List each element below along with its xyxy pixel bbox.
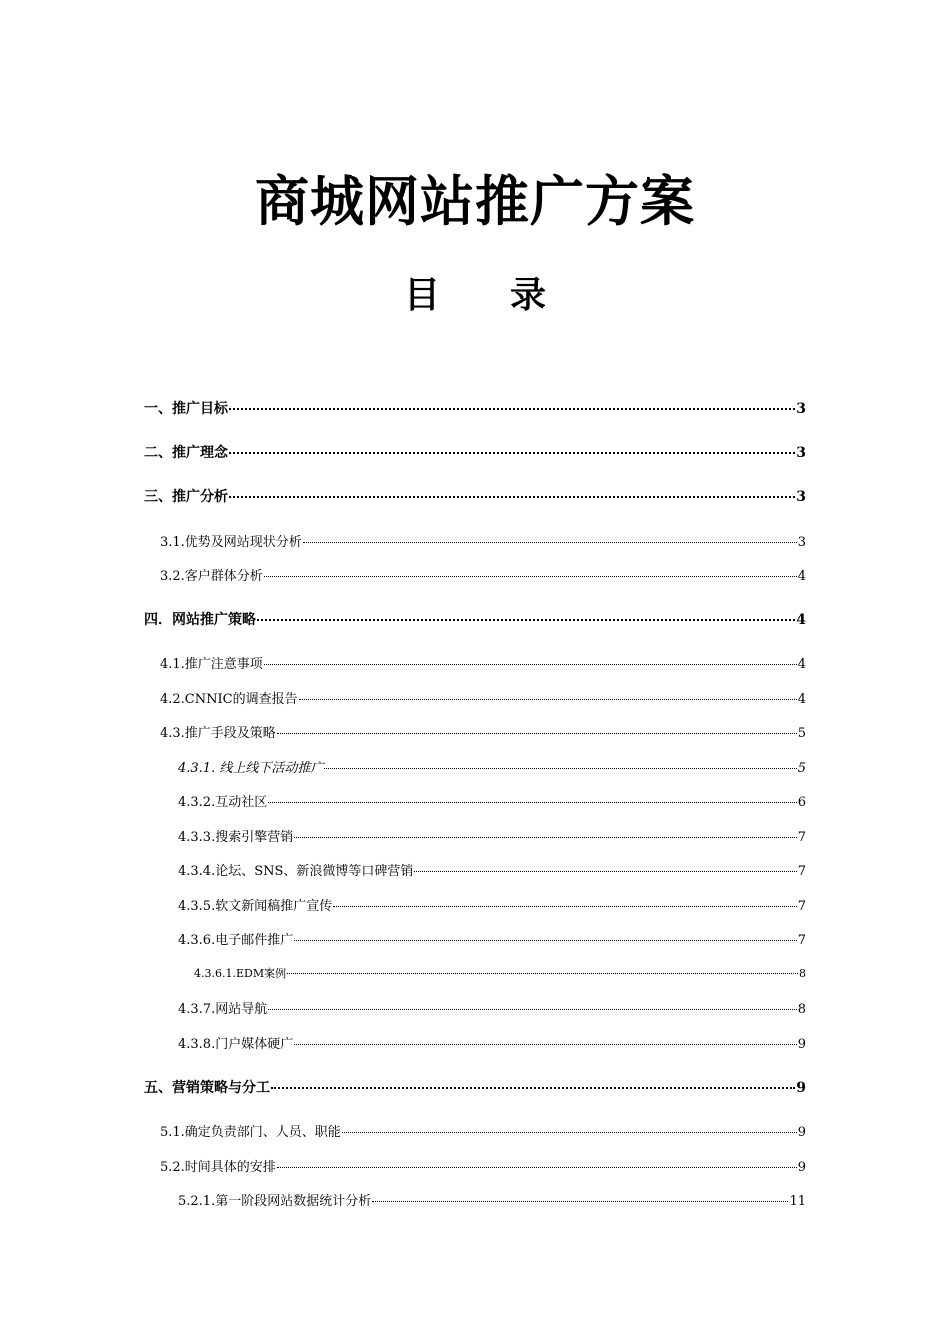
toc-entry[interactable] [160,1121,806,1140]
toc-dot-leader [294,837,797,838]
toc-page-number: 9 [796,1080,806,1096]
toc-page-number: 5 [797,726,806,741]
toc-page-number: 9 [797,1037,806,1052]
toc-entry-label: 4.3.7.网站导航 [178,1002,268,1017]
toc-dot-leader [277,1167,797,1168]
toc-page-number: 3 [796,401,806,417]
toc-entry-label: 4.3.1. 线上线下活动推广 [178,761,324,776]
toc-entry-label: 5.1.确定负责部门、人员、职能 [160,1125,341,1140]
toc-dot-leader [414,871,796,872]
toc-dot-leader [303,542,797,543]
toc-page-number: 9 [797,1160,806,1175]
toc-entry-label: 3.1.优势及网站现状分析 [160,535,302,550]
toc-entry-label: 4.3.3.搜索引擎营销 [178,830,294,845]
toc-entry-label: 4.3.推广手段及策略 [160,726,276,741]
toc-entry[interactable] [178,1033,806,1052]
toc-dot-leader [271,1087,795,1089]
toc-entry[interactable] [160,653,806,672]
toc-dot-leader [342,1132,797,1133]
toc-dot-leader [287,973,798,974]
toc-entry-label: 5.2.1.第一阶段网站数据统计分析 [178,1194,372,1209]
toc-entry-label: 4.2.CNNIC的调查报告 [160,692,298,707]
toc-entry-label: 二、推广理念 [144,445,228,461]
toc-entry[interactable] [178,895,806,914]
toc-page-number: 9 [797,1125,806,1140]
toc-dot-leader [294,940,797,941]
toc-page-number: 3 [796,445,806,461]
toc-entry[interactable] [144,609,806,629]
toc-page-number: 3 [796,489,806,505]
toc-page-number: 4 [797,692,806,707]
toc-entry[interactable] [178,998,806,1017]
toc-page-number: 7 [797,933,806,948]
toc-entry-label: 3.2.客户群体分析 [160,569,263,584]
toc-page-number: 5 [797,761,806,776]
toc-page-number: 4 [796,612,806,628]
toc-dot-leader [294,1044,797,1045]
toc-entry-label: 4.3.2.互动社区 [178,795,268,810]
toc-entry[interactable] [160,1156,806,1175]
toc-dot-leader [277,733,797,734]
toc-entry[interactable] [160,722,806,741]
toc-dot-leader [257,619,795,621]
toc-entry[interactable] [160,531,806,550]
toc-heading-char-2: 录 [510,274,547,316]
toc-dot-leader [324,768,796,769]
toc-page-number: 4 [797,569,806,584]
toc-page-number: 7 [797,830,806,845]
toc-entry[interactable] [178,929,806,948]
toc-dot-leader [229,452,795,454]
toc-page-number: 11 [789,1194,806,1209]
toc-dot-leader [299,699,797,700]
toc-dot-leader [229,496,795,498]
toc-entry[interactable] [144,1077,806,1097]
toc-page-number: 3 [797,535,806,550]
toc-entry[interactable] [144,398,806,418]
toc-page-number: 8 [799,967,806,980]
toc-heading-char-1: 目 [403,274,440,316]
toc-dot-leader [372,1201,788,1202]
toc-entry-label: 4.3.6.1.EDM案例 [194,967,287,980]
toc-entry-label: 4.3.8.门户媒体硬广 [178,1037,294,1052]
toc-entry-label: 四．网站推广策略 [144,612,256,628]
toc-page-number: 6 [797,795,806,810]
toc-page-number: 4 [797,657,806,672]
toc-page-number: 7 [797,864,806,879]
toc-heading [0,270,950,320]
toc-entry-label: 五、营销策略与分工 [144,1080,270,1096]
toc-dot-leader [333,906,797,907]
toc-entry[interactable] [178,860,806,879]
toc-entry-label: 4.3.4.论坛、SNS、新浪微博等口碑营销 [178,864,414,879]
toc-entry[interactable] [194,965,806,981]
toc-entry-label: 5.2.时间具体的安排 [160,1160,276,1175]
toc-page-number: 7 [797,899,806,914]
toc-dot-leader [264,664,797,665]
toc-dot-leader [268,802,797,803]
toc-entry[interactable] [178,757,806,776]
toc-entry-label: 三、推广分析 [144,489,228,505]
toc-dot-leader [268,1009,797,1010]
toc-entry[interactable] [160,688,806,707]
toc-entry[interactable] [178,1190,806,1209]
toc-entry-label: 一、推广目标 [144,401,228,417]
toc-entry-label: 4.1.推广注意事项 [160,657,263,672]
toc-entry[interactable] [178,791,806,810]
toc-entry[interactable] [144,442,806,462]
toc-dot-leader [264,576,797,577]
toc-page-number: 8 [797,1002,806,1017]
toc-entry[interactable] [144,486,806,506]
toc-dot-leader [229,408,795,410]
toc-entry-label: 4.3.5.软文新闻稿推广宣传 [178,899,333,914]
toc-entry[interactable] [178,826,806,845]
toc-entry[interactable] [160,565,806,584]
toc-entry-label: 4.3.6.电子邮件推广 [178,933,294,948]
document-title: 商城网站推广方案 [255,169,695,233]
